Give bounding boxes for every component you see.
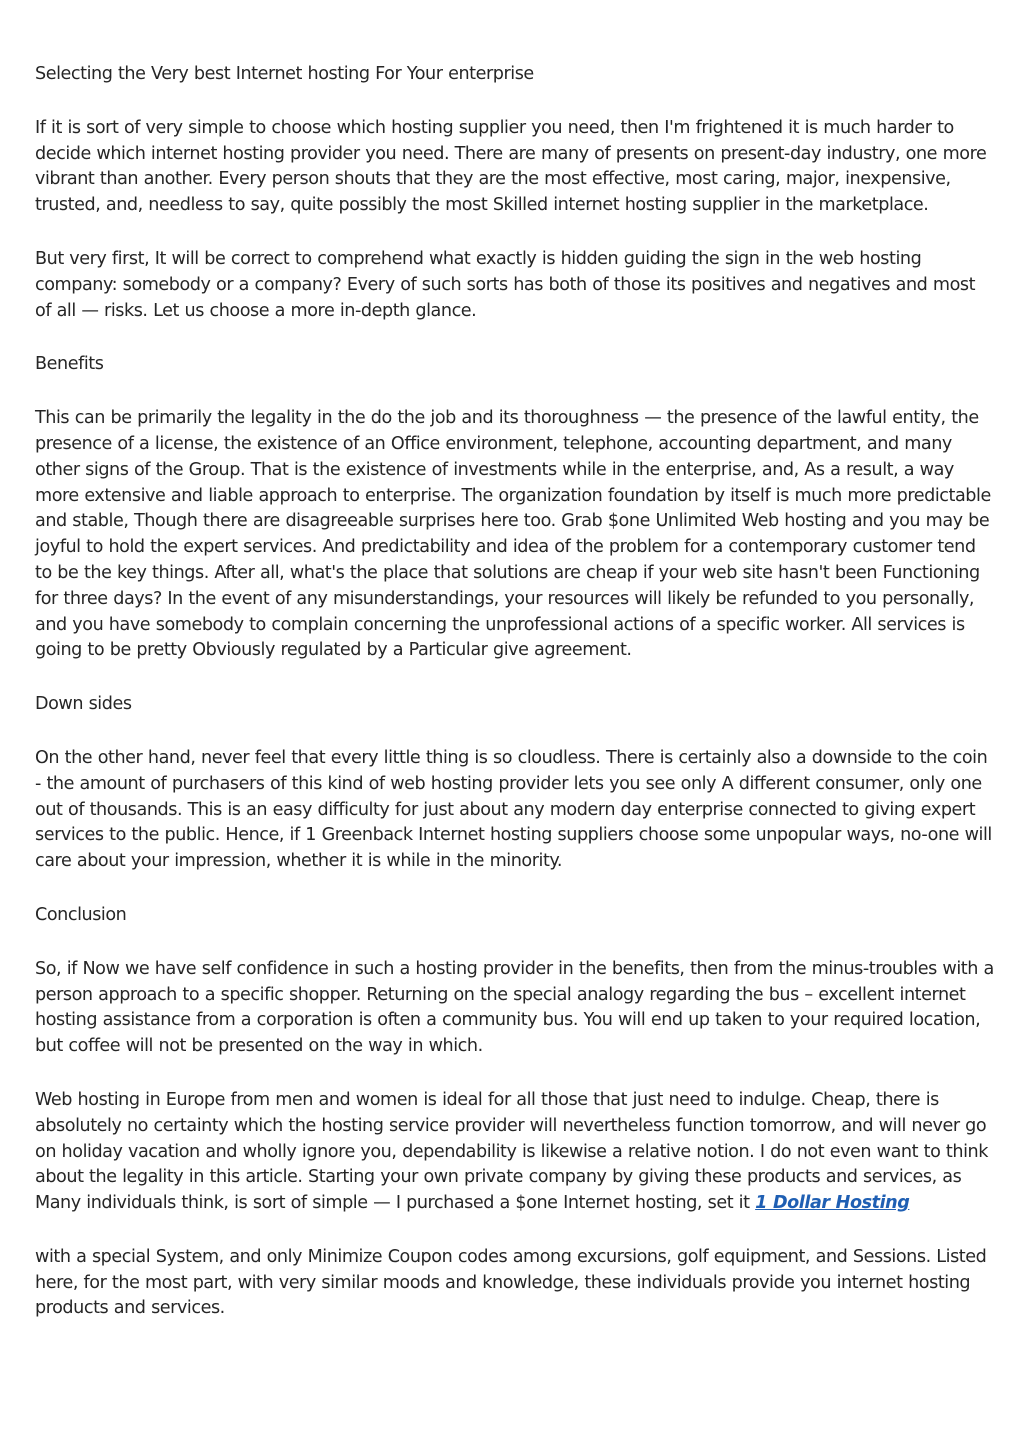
paragraph-europe [35, 1088, 995, 1217]
document-title: Selecting the Very best Internet hosting For Your enterprise [35, 64, 534, 84]
paragraph-closing: with a special System, and only Minimize Coupon codes among excursions, golf equipment, and Sessions. Listed here, for the most part, with very similar moods and knowledge, these individuals provide you internet hosting products and services. [35, 1246, 987, 1319]
paragraph-benefits: This can be primarily the legality in the do the job and its thoroughness — the presence of the lawful entity, the presence of a license, the existence of an Office environment, telephone, accounting department, and many other signs of the Group. That is the existence of investments while in the enterprise, and, As a result, a way more extensive and liable approach to enterprise. The organization foundation by itself is much more predictable and stable, Though there are disagreeable surprises here too. Grab $one Unlimited Web hosting and you may be joyful to hold the expert services. And predictability and idea of the problem for a contemporary customer tend to be the key things. After all, what's the place that solutions are cheap if your web site hasn't been Functioning for three days? In the event of any misunderstandings, your resources will likely be refunded to you personally, and you have somebody to complain concerning the unprofessional actions of a specific worker. All services is going to be pretty Obviously regulated by a Particular give agreement. [35, 408, 991, 661]
paragraph-intro: If it is sort of very simple to choose which hosting supplier you need, then I'm frightened it is much harder to decide which internet hosting provider you need. There are many of presents on present-day industry, one more vibrant than another. Every person shouts that they are the most effective, most caring, major, inexpensive, trusted, and, needless to say, quite possibly the most Skilled internet hosting supplier in the marketplace. [35, 117, 987, 216]
section-heading-conclusion: Conclusion [35, 904, 127, 925]
paragraph-europe-text: Web hosting in Europe from men and women is ideal for all those that just need to indulge. Cheap, there is absolutely no certainty which the hosting service provider will nevertheless function tomorrow, and will never go on holiday vacation and wholly ignore you, dependability is likewise a relative notion. I do not even want to think about the legality in this article. Starting your own private company by giving these products and services, as Many individuals think, is sort of simple — I purchased a $one Internet hosting, set it [35, 1089, 988, 1214]
document-body [35, 62, 995, 1350]
section-heading-benefits: Benefits [35, 354, 104, 375]
paragraph-first: But very first, It will be correct to comprehend what exactly is hidden guiding the sign in the web hosting company: somebody or a company? Every of such sorts has both of those its positives and negatives and most of all — risks. Let us choose a more in-depth glance. [35, 248, 976, 321]
dollar-hosting-link[interactable]: 1 Dollar Hosting [755, 1193, 910, 1214]
paragraph-conclusion: So, if Now we have self confidence in such a hosting provider in the benefits, then from the minus-troubles with a person approach to a specific shopper. Returning on the special analogy regarding the bus – excellent internet hosting assistance from a corporation is often a community bus. You will end up taken to your required location, but coffee will not be presented on the way in which. [35, 958, 994, 1057]
paragraph-downsides: On the other hand, never feel that every little thing is so cloudless. There is certainly also a downside to the coin - the amount of purchasers of this kind of web hosting provider lets you see only A different consumer, only one out of thousands. This is an easy difficulty for just about any modern day enterprise connected to giving expert services to the public. Hence, if 1 Greenback Internet hosting suppliers choose some unpopular ways, no-one will care about your impression, whether it is while in the minority. [35, 747, 992, 872]
section-heading-downsides: Down sides [35, 694, 132, 715]
